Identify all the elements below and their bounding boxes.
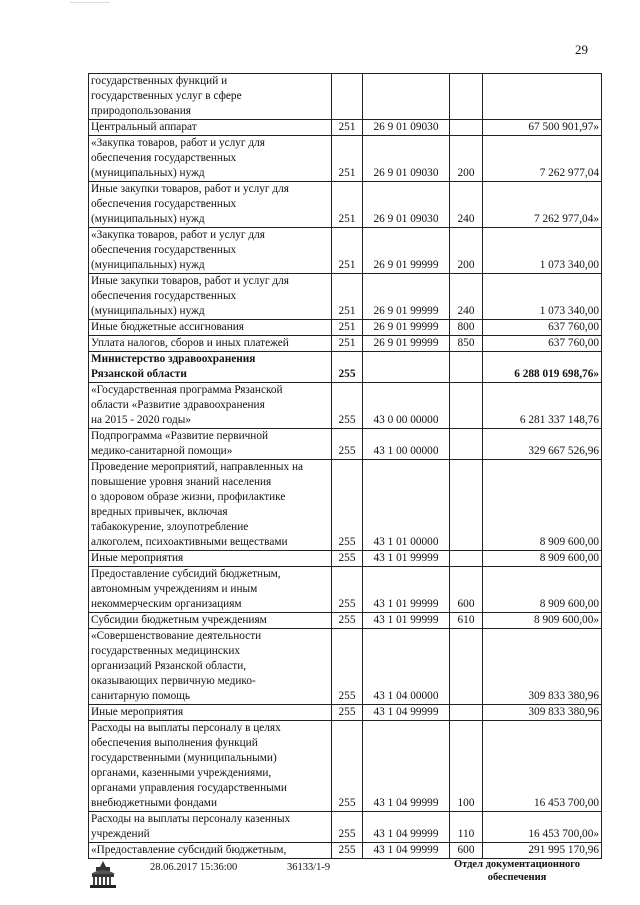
table-row [89, 352, 602, 383]
row-name: «Государственная программа Рязанской области «Развитие здравоохранения на 2015 - 2020 годы» [89, 383, 332, 429]
row-target-article: 43 1 01 99999 [363, 567, 450, 613]
row-target-article: 43 1 01 00000 [363, 460, 450, 551]
table-row [89, 567, 602, 613]
row-target-article: 43 1 04 00000 [363, 629, 450, 705]
row-ministry-code [332, 74, 363, 120]
row-ministry-code: 255 [332, 551, 363, 567]
row-target-article: 26 9 01 99999 [363, 228, 450, 274]
row-amount: 6 288 019 698,76» [483, 352, 602, 383]
scan-artifact [70, 2, 110, 7]
row-ministry-code: 251 [332, 136, 363, 182]
row-name: Расходы на выплаты персоналу в целях обеспечения выполнения функций государственными (муниципальными) органами, казенными учреждениями, органами управления государственными внебюджетными фондами [89, 721, 332, 812]
row-expense-type [450, 352, 483, 383]
row-name: Иные бюджетные ассигнования [89, 320, 332, 336]
budget-table [88, 73, 602, 859]
row-amount: 8 909 600,00 [483, 567, 602, 613]
row-expense-type [450, 551, 483, 567]
row-name: Расходы на выплаты персоналу казенных учреждений [89, 812, 332, 843]
row-ministry-code: 255 [332, 383, 363, 429]
row-amount: 8 909 600,00 [483, 460, 602, 551]
row-target-article: 43 1 04 99999 [363, 721, 450, 812]
row-name: Иные мероприятия [89, 551, 332, 567]
row-amount: 16 453 700,00» [483, 812, 602, 843]
table-row [89, 613, 602, 629]
table-row [89, 705, 602, 721]
row-ministry-code: 251 [332, 336, 363, 352]
row-name: Уплата налогов, сборов и иных платежей [89, 336, 332, 352]
row-amount: 309 833 380,96 [483, 629, 602, 705]
row-name: «Предоставление субсидий бюджетным, [89, 843, 332, 859]
row-target-article: 26 9 01 99999 [363, 320, 450, 336]
row-target-article: 43 0 00 00000 [363, 383, 450, 429]
row-amount: 7 262 977,04 [483, 136, 602, 182]
row-name: Предоставление субсидий бюджетным, автономным учреждениям и иным некоммерческим организациям [89, 567, 332, 613]
row-amount [483, 74, 602, 120]
row-expense-type: 610 [450, 613, 483, 629]
row-name: Иные закупки товаров, работ и услуг для обеспечения государственных (муниципальных) нужд [89, 182, 332, 228]
row-target-article: 26 9 01 99999 [363, 336, 450, 352]
row-name: Подпрограмма «Развитие первичной медико-санитарной помощи» [89, 429, 332, 460]
row-target-article: 43 1 00 00000 [363, 429, 450, 460]
row-amount: 637 760,00 [483, 320, 602, 336]
row-expense-type: 200 [450, 228, 483, 274]
row-amount: 329 667 526,96 [483, 429, 602, 460]
row-ministry-code: 255 [332, 460, 363, 551]
row-ministry-code: 255 [332, 629, 363, 705]
table-row [89, 228, 602, 274]
row-name: «Совершенствование деятельности государственных медицинских организаций Рязанской области, оказывающих первичную медико- санитарную помощь [89, 629, 332, 705]
table-row [89, 721, 602, 812]
row-ministry-code: 255 [332, 721, 363, 812]
row-name: Центральный аппарат [89, 120, 332, 136]
row-ministry-code: 251 [332, 320, 363, 336]
table-row [89, 843, 602, 859]
row-target-article: 43 1 04 99999 [363, 705, 450, 721]
row-expense-type [450, 120, 483, 136]
row-name: государственных функций и государственных услуг в сфере природопользования [89, 74, 332, 120]
footer-datetime: 28.06.2017 15:36:00 [150, 862, 238, 873]
row-amount: 6 281 337 148,76 [483, 383, 602, 429]
row-expense-type: 240 [450, 274, 483, 320]
row-expense-type: 110 [450, 812, 483, 843]
row-expense-type: 800 [450, 320, 483, 336]
row-expense-type: 200 [450, 136, 483, 182]
row-ministry-code: 251 [332, 182, 363, 228]
row-expense-type [450, 460, 483, 551]
row-target-article [363, 74, 450, 120]
row-expense-type: 600 [450, 567, 483, 613]
row-ministry-code: 251 [332, 120, 363, 136]
row-ministry-code: 251 [332, 274, 363, 320]
row-amount: 291 995 170,96 [483, 843, 602, 859]
row-target-article: 43 1 01 99999 [363, 613, 450, 629]
row-amount: 67 500 901,97» [483, 120, 602, 136]
row-ministry-code: 255 [332, 429, 363, 460]
row-name: Иные закупки товаров, работ и услуг для обеспечения государственных (муниципальных) нужд [89, 274, 332, 320]
row-target-article: 26 9 01 09030 [363, 136, 450, 182]
row-amount: 1 073 340,00 [483, 274, 602, 320]
row-expense-type [450, 429, 483, 460]
row-name: Министерство здравоохранения Рязанской области [89, 352, 332, 383]
row-target-article: 43 1 04 99999 [363, 812, 450, 843]
row-name: Субсидии бюджетным учреждениям [89, 613, 332, 629]
table-row [89, 336, 602, 352]
row-amount: 1 073 340,00 [483, 228, 602, 274]
row-expense-type [450, 705, 483, 721]
row-amount: 8 909 600,00» [483, 613, 602, 629]
table-row [89, 812, 602, 843]
table-row [89, 274, 602, 320]
row-ministry-code: 255 [332, 843, 363, 859]
row-target-article: 26 9 01 09030 [363, 182, 450, 228]
row-ministry-code: 255 [332, 352, 363, 383]
footer-reg-number: 36133/1-9 [287, 862, 331, 873]
duma-building-icon [86, 858, 120, 892]
row-ministry-code: 251 [332, 228, 363, 274]
row-expense-type: 600 [450, 843, 483, 859]
row-amount: 8 909 600,00 [483, 551, 602, 567]
row-name: «Закупка товаров, работ и услуг для обеспечения государственных (муниципальных) нужд [89, 228, 332, 274]
row-ministry-code: 255 [332, 613, 363, 629]
table-row [89, 320, 602, 336]
row-ministry-code: 255 [332, 567, 363, 613]
row-target-article: 43 1 04 99999 [363, 843, 450, 859]
table-row [89, 136, 602, 182]
row-ministry-code: 255 [332, 812, 363, 843]
table-row [89, 460, 602, 551]
table-row [89, 429, 602, 460]
row-target-article: 26 9 01 99999 [363, 274, 450, 320]
footer-department: Отдел документационного обеспечения [453, 859, 581, 883]
row-amount: 16 453 700,00 [483, 721, 602, 812]
page-number: 29 [575, 42, 588, 57]
row-amount: 309 833 380,96 [483, 705, 602, 721]
row-target-article: 43 1 01 99999 [363, 551, 450, 567]
row-target-article [363, 352, 450, 383]
row-amount: 637 760,00 [483, 336, 602, 352]
row-name: Проведение мероприятий, направленных на повышение уровня знаний населения о здоровом образе жизни, профилактике вредных привычек, включая табакокурение, злоупотребление алкоголем, психоактивными веществами [89, 460, 332, 551]
row-target-article: 26 9 01 09030 [363, 120, 450, 136]
row-expense-type: 100 [450, 721, 483, 812]
row-name: «Закупка товаров, работ и услуг для обеспечения государственных (муниципальных) нужд [89, 136, 332, 182]
table-row [89, 74, 602, 120]
row-expense-type [450, 74, 483, 120]
row-ministry-code: 255 [332, 705, 363, 721]
table-row [89, 383, 602, 429]
table-row [89, 120, 602, 136]
table-row [89, 629, 602, 705]
row-name: Иные мероприятия [89, 705, 332, 721]
table-row [89, 551, 602, 567]
row-expense-type [450, 629, 483, 705]
row-amount: 7 262 977,04» [483, 182, 602, 228]
row-expense-type: 240 [450, 182, 483, 228]
row-expense-type: 850 [450, 336, 483, 352]
table-row [89, 182, 602, 228]
row-expense-type [450, 383, 483, 429]
